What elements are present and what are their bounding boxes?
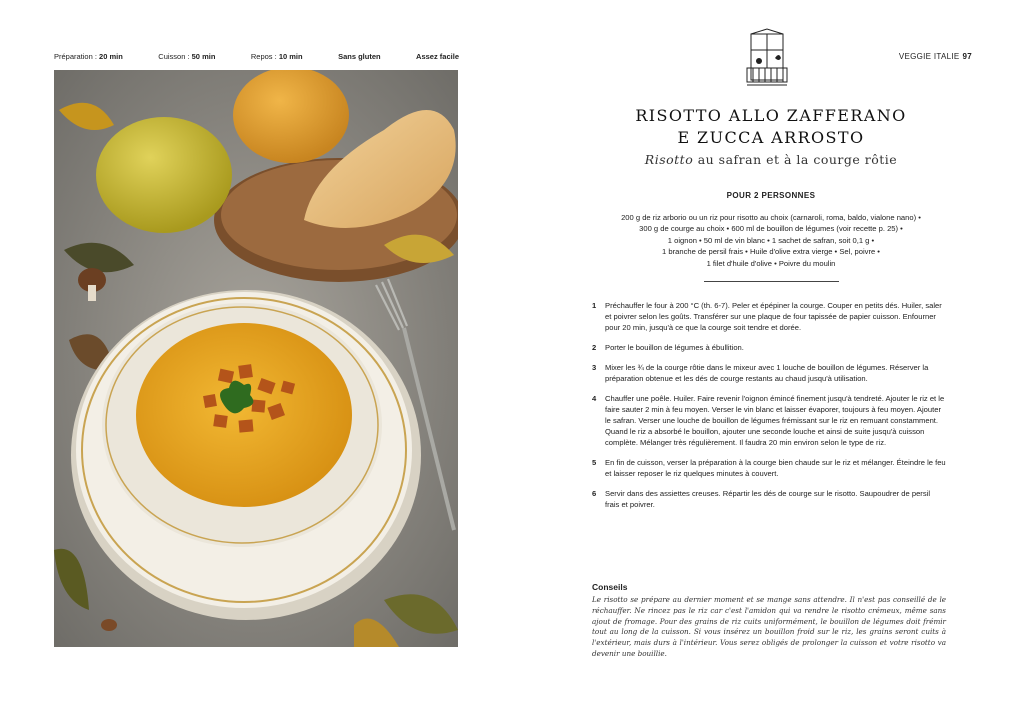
servings: POUR 2 PERSONNES xyxy=(726,191,816,200)
rest-time: Repos : 10 min xyxy=(250,52,303,61)
ingredient-line: 200 g de riz arborio ou un riz pour risotto au choix (carnaroli, roma, baldo, vialone nano) • xyxy=(621,213,921,222)
step-item: 6 Servir dans des assiettes creuses. Répartir les dés de courge sur le risotto. Saupoudrer de persil frais et poivrer. xyxy=(592,489,931,509)
window-emblem-icon xyxy=(745,28,789,88)
prep-time: Préparation : 20 min xyxy=(54,52,123,61)
steps-list xyxy=(592,300,946,519)
step-item: 1 Préchauffer le four à 200 °C (th. 6-7). Peler et épépiner la courge. Couper en petits dés. Huiler, saler et poivrer selon les goûts. Transférer sur une plaque de four tapissée de papier cuisson. Enfourner pour 20 min, jusqu'à ce que la courge soit tendre et dorée. xyxy=(592,301,942,332)
gluten-free-label: Sans gluten xyxy=(338,52,381,61)
tips-text: Le risotto se prépare au dernier moment et se mange sans attendre. Il n'est pas conseillé de le réchauffer. Ne rincez pas le riz car c'est l'amidon qui va rendre le risotto crémeux, même sans ajout de fromage. Pour des grains de riz cuits uniformément, le bouillon de légumes doit frémir tout au long de la cuisson. Si vous insérez un bouillon froid sur le riz, les grains seront cuits à l'extérieur, mais durs à l'intérieur. Vous serez obligés de prolonger la cuisson et votre risotto va devenir une bouillie. xyxy=(592,595,946,658)
cook-time: Cuisson : 50 min xyxy=(158,52,216,61)
recipe-meta-bar xyxy=(54,52,459,66)
recipe-title: RISOTTO ALLO ZAFFERANO E ZUCCA ARROSTO xyxy=(635,106,907,147)
ingredient-line: 1 oignon • 50 ml de vin blanc • 1 sachet de safran, soit 0,1 g • xyxy=(667,235,875,245)
ingredient-line: 1 branche de persil frais • Huile d'olive extra vierge • Sel, poivre • xyxy=(662,247,880,257)
step-item: 4 Chauffer une poêle. Huiler. Faire revenir l'oignon émincé finement jusqu'à tendreté. Ajouter le riz et le faire sauter 2 min à feu moyen. Verser le vin blanc et laisser évaporer, toujours à feu moyen. Ajouter le safran. Verser une louche de bouillon de légumes frémissant sur le riz en remuant constamment. Quand le riz a absorbé le bouillon, ajouter une seconde louche et ainsi de suite jusqu'à cuisson complète. Mélanger très régulièrement. Il faudra 20 min environ selon le type de riz. xyxy=(592,394,945,447)
recipe-subtitle: Risotto au safran et à la courge rôtie xyxy=(644,152,898,167)
page-number: 97 xyxy=(962,52,972,61)
step-item: 2 Porter le bouillon de légumes à ébullition. xyxy=(592,343,744,352)
tips-box xyxy=(592,582,946,660)
step-item: 5 En fin de cuisson, verser la préparation à la courge bien chaude sur le riz et mélanger. Éteindre le feu et laisser reposer le riz quelques minutes à couvert. xyxy=(592,458,946,478)
ingredients-list xyxy=(590,212,952,269)
section-name: VEGGIE ITALIE xyxy=(898,52,960,61)
ingredient-line: 1 filet d'huile d'olive • Poivre du moulin xyxy=(706,258,836,268)
risotto-photo xyxy=(54,70,458,647)
running-head xyxy=(880,52,972,61)
tips-title: Conseils xyxy=(592,582,628,592)
step-item: 3 Mixer les ¾ de la courge rôtie dans le mixeur avec 1 louche de bouillon de légumes. Réserver la préparation obtenue et les dés de courge restants au chaud jusqu'à utilisation. xyxy=(592,363,929,383)
divider xyxy=(704,281,839,282)
difficulty-label: Assez facile xyxy=(416,52,459,61)
ingredient-line: 300 g de courge au choix • 600 ml de bouillon de légumes (voir recette p. 25) • xyxy=(639,224,903,234)
